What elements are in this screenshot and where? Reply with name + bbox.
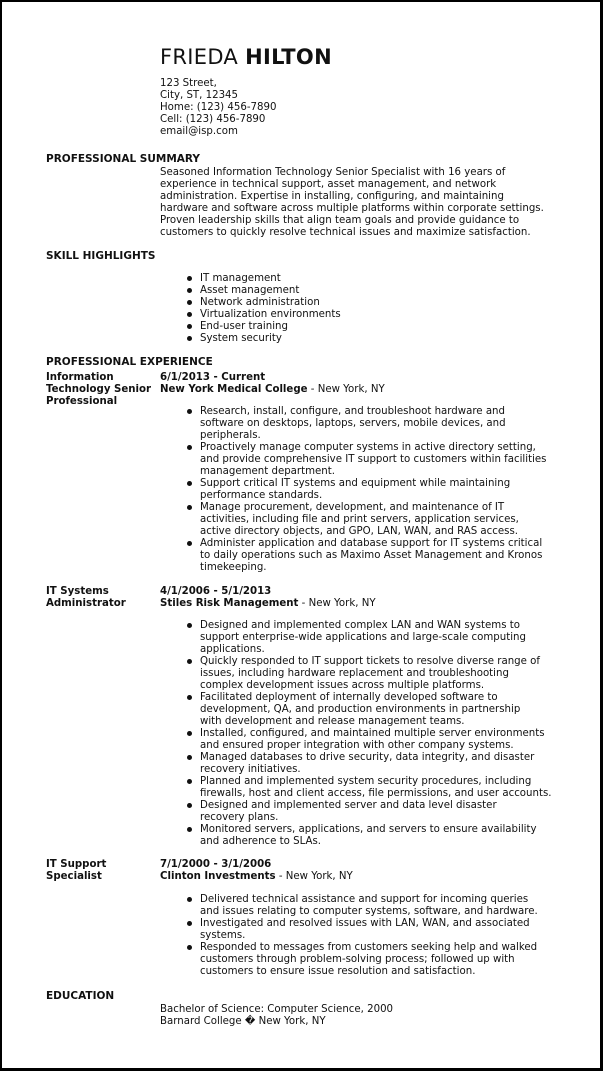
job-bullets (200, 406, 570, 574)
summary-text (160, 167, 565, 239)
company-location: - New York, NY (307, 384, 385, 395)
summary-line: hardware and software across multiple platforms within corporate settings. (160, 203, 544, 214)
bullet-line: Investigated and resolved issues with LAN, WAN, and associated (200, 918, 530, 929)
bullet-line: issues, including hardware replacement and troubleshooting (200, 668, 509, 679)
bullet-line: Facilitated deployment of internally developed software to (200, 692, 498, 703)
bullet-line: Installed, configured, and maintained multiple server environments (200, 728, 545, 739)
company-location: - New York, NY (275, 871, 353, 882)
bullet-line: Monitored servers, applications, and servers to ensure availability (200, 824, 537, 835)
education-heading: EDUCATION (46, 990, 115, 1002)
bullet-line: firewalls, host and client access, file permissions, and user accounts. (200, 788, 552, 799)
job-bullet (200, 656, 570, 692)
bullet-line: Administer application and database support for IT systems critical (200, 538, 543, 549)
bullet-line: and issues relating to computer systems, software, and hardware. (200, 906, 538, 917)
skills-heading: SKILL HIGHLIGHTS (46, 250, 156, 262)
bullet-line: recovery plans. (200, 812, 279, 823)
bullet-line: Managed databases to drive security, data integrity, and disaster (200, 752, 535, 763)
skill-item: Virtualization environments (200, 309, 570, 321)
job-bullet (200, 918, 570, 942)
job-bullet (200, 478, 570, 502)
bullet-line: active directory objects, and GPO, LAN, WAN, and RAS access. (200, 526, 519, 537)
first-name: FRIEDA (160, 45, 239, 69)
job-bullet (200, 894, 570, 918)
job-bullets (200, 894, 570, 978)
bullet-line: customers to ensure issue resolution and satisfaction. (200, 966, 476, 977)
job-title-line: Technology Senior (46, 384, 152, 395)
job-title-line: Administrator (46, 598, 126, 609)
last-name: HILTON (245, 45, 332, 69)
bullet-line: recovery initiatives. (200, 764, 301, 775)
job-bullet (200, 800, 570, 824)
job-bullet (200, 824, 570, 848)
job-bullet (200, 752, 570, 776)
bullet-line: and adherence to SLAs. (200, 836, 321, 847)
bullet-line: support enterprise-wide applications and large-scale computing (200, 632, 526, 643)
education-details (160, 1004, 565, 1028)
home-phone: Home: (123) 456-7890 (160, 102, 277, 113)
job-company (160, 598, 376, 610)
job-bullet (200, 442, 570, 478)
summary-line: customers to quickly resolve technical issues and maximize satisfaction. (160, 227, 531, 238)
company-location: - New York, NY (298, 598, 376, 609)
bullet-line: timekeeping. (200, 562, 267, 573)
job-title (46, 859, 161, 883)
skill-item: Network administration (200, 297, 570, 309)
company-name: New York Medical College (160, 384, 308, 395)
skill-item: End-user training (200, 321, 570, 333)
job-dates: 4/1/2006 - 5/1/2013 (160, 586, 272, 597)
job-bullet (200, 692, 570, 728)
job-dates: 7/1/2000 - 3/1/2006 (160, 859, 272, 870)
job-bullet (200, 728, 570, 752)
skills-list (200, 273, 570, 345)
bullet-line: applications. (200, 644, 265, 655)
summary-line: experience in technical support, asset management, and network (160, 179, 497, 190)
bullet-line: management department. (200, 466, 335, 477)
bullet-line: customers through problem-solving process; followed up with (200, 954, 515, 965)
summary-line: administration. Expertise in installing, configuring, and maintaining (160, 191, 504, 202)
skill-item: IT management (200, 273, 570, 285)
job-dates: 6/1/2013 - Current (160, 372, 266, 383)
cell-phone: Cell: (123) 456-7890 (160, 114, 266, 125)
bullet-line: with development and release management teams. (200, 716, 465, 727)
job-title-line: Professional (46, 396, 118, 407)
bullet-line: to daily operations such as Maximo Asset Management and Kronos (200, 550, 543, 561)
bullet-line: Delivered technical assistance and support for incoming queries (200, 894, 529, 905)
job-company (160, 871, 353, 883)
job-bullets (200, 620, 570, 848)
email: email@isp.com (160, 126, 238, 137)
bullet-line: Responded to messages from customers seeking help and walked (200, 942, 538, 953)
summary-line: Seasoned Information Technology Senior Specialist with 16 years of (160, 167, 506, 178)
bullet-line: Manage procurement, development, and maintenance of IT (200, 502, 505, 513)
bullet-line: Quickly responded to IT support tickets to resolve diverse range of (200, 656, 540, 667)
bullet-line: Designed and implemented server and data level disaster (200, 800, 497, 811)
job-bullet (200, 502, 570, 538)
bullet-line: complex development issues across multiple platforms. (200, 680, 485, 691)
bullet-line: software on desktops, laptops, servers, mobile devices, and (200, 418, 506, 429)
bullet-line: Designed and implemented complex LAN and WAN systems to (200, 620, 520, 631)
company-name: Clinton Investments (160, 871, 276, 882)
job-title-line: IT Systems (46, 586, 109, 597)
bullet-line: Proactively manage computer systems in active directory setting, (200, 442, 536, 453)
city-line: City, ST, 12345 (160, 90, 239, 101)
job-bullet (200, 406, 570, 442)
skill-item: Asset management (200, 285, 570, 297)
bullet-line: and provide comprehensive IT support to customers within facilities (200, 454, 547, 465)
summary-heading: PROFESSIONAL SUMMARY (46, 153, 201, 165)
bullet-line: peripherals. (200, 430, 261, 441)
company-name: Stiles Risk Management (160, 598, 299, 609)
bullet-line: activities, including file and print servers, application services, (200, 514, 519, 525)
job-title (46, 586, 156, 610)
job-bullet (200, 942, 570, 978)
bullet-line: development, QA, and production environments in partnership (200, 704, 521, 715)
job-title (46, 372, 156, 408)
job-company (160, 384, 385, 396)
job-title-line: IT Support Specialist (46, 859, 107, 882)
experience-heading: PROFESSIONAL EXPERIENCE (46, 356, 213, 368)
job-bullet (200, 776, 570, 800)
summary-line: Proven leadership skills that align team goals and provide guidance to (160, 215, 520, 226)
bullet-line: and ensured proper integration with other company systems. (200, 740, 514, 751)
job-bullet (200, 538, 570, 574)
bullet-line: performance standards. (200, 490, 323, 501)
bullet-line: systems. (200, 930, 246, 941)
school: Barnard College � New York, NY (160, 1016, 326, 1027)
bullet-line: Planned and implemented system security procedures, including (200, 776, 532, 787)
bullet-line: Research, install, configure, and troubleshoot hardware and (200, 406, 505, 417)
address-line: 123 Street, (160, 78, 217, 89)
job-bullet (200, 620, 570, 656)
bullet-line: Support critical IT systems and equipment while maintaining (200, 478, 511, 489)
skill-item: System security (200, 333, 570, 345)
contact-info (160, 78, 276, 138)
job-title-line: Information (46, 372, 114, 383)
candidate-name (160, 44, 332, 70)
degree: Bachelor of Science: Computer Science, 2000 (160, 1004, 394, 1015)
